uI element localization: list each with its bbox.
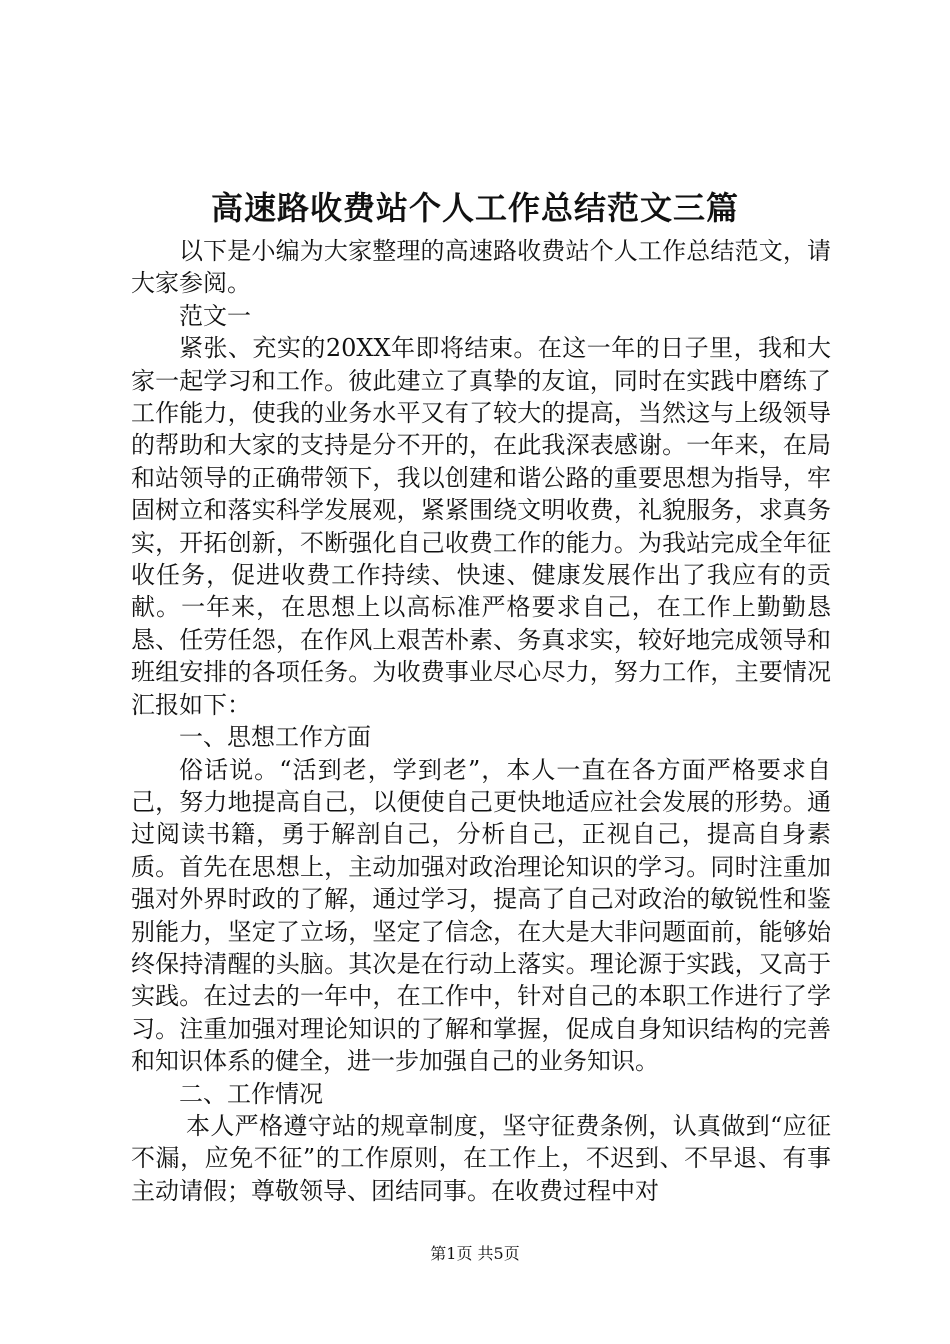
body-paragraph: 俗话说。“活到老，学到老”，本人一直在各方面严格要求自己，努力地提高自己，以便使自己更快地适应社会发展的形势。通过阅读书籍，勇于解剖自己，分析自己，正视自己，提高自身素质。首先在思想上，主动加强对政治理论知识的学习。同时注重加强对外界时政的了解，通过学习，提高了自己对政治的敏锐性和鉴别能力，坚定了立场，坚定了信念，在大是大非问题面前，能够始终保持清醒的头脑。其次是在行动上落实。理论源于实践，又高于实践。在过去的一年中，在工作中，针对自己的本职工作进行了学习。注重加强对理论知识的了解和掌握，促成自身知识结构的完善和知识体系的健全，进一步加强自己的业务知识。: [131, 755, 831, 1076]
document-body: [131, 235, 831, 1207]
body-paragraph: 本人严格遵守站的规章制度，坚守征费条例，认真做到“应征不漏，应免不征”的工作原则，在工作上，不迟到、不早退、有事主动请假；尊敬领导、团结同事。在收费过程中对: [131, 1111, 831, 1205]
document-title: 高速路收费站个人工作总结范文三篇: [210, 189, 739, 227]
page-footer: 第1页 共5页: [430, 1244, 520, 1263]
intro-paragraph: 以下是小编为大家整理的高速路收费站个人工作总结范文，请大家参阅。: [131, 237, 831, 298]
section-label-sample-one: 范文一: [179, 301, 251, 330]
section-heading-work: 二、工作情况: [179, 1079, 323, 1108]
body-paragraph: 紧张、充实的20XX年即将结束。在这一年的日子里，我和大家一起学习和工作。彼此建立了真挚的友谊，同时在实践中磨练了工作能力，使我的业务水平又有了较大的提高，当然这与上级领导的帮助和大家的支持是分不开的，在此我深表感谢。一年来，在局和站领导的正确带领下，我以创建和谐公路的重要思想为指导，牢固树立和落实科学发展观，紧紧围绕文明收费，礼貌服务，求真务实，开拓创新，不断强化自己收费工作的能力。为我站完成全年征收任务，促进收费工作持续、快速、健康发展作出了我应有的贡献。一年来，在思想上以高标准严格要求自己，在工作上勤勤恳恳、任劳任怨，在作风上艰苦朴素、务真求实，较好地完成领导和班组安排的各项任务。为收费事业尽心尽力，努力工作，主要情况汇报如下：: [131, 334, 831, 719]
section-heading-thinking: 一、思想工作方面: [179, 723, 371, 752]
